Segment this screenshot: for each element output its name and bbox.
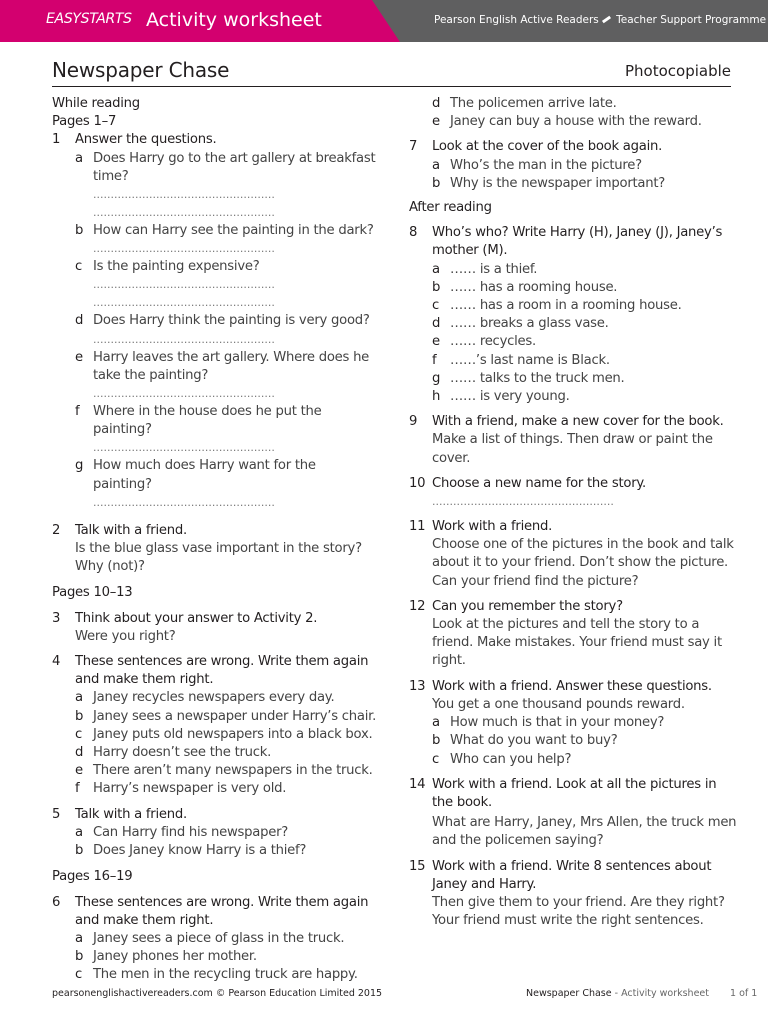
sub-letter: a xyxy=(75,824,83,840)
answer-line xyxy=(75,240,377,258)
sub-letter: b xyxy=(75,949,84,965)
sub-text: …… has a rooming house. xyxy=(450,279,618,295)
sub-letter: a xyxy=(75,930,83,946)
footer-doc-type: - Activity worksheet xyxy=(614,988,709,999)
sub-text: …… is very young. xyxy=(450,389,570,405)
series-name: Active Readers xyxy=(520,14,599,26)
sub-letter: c xyxy=(432,751,440,767)
sub-letter: d xyxy=(75,745,84,761)
sub-letter: a xyxy=(432,715,440,731)
question-text: Choose a new name for the story. xyxy=(432,475,646,491)
sub-question xyxy=(432,261,737,279)
sub-letter: e xyxy=(432,334,440,350)
question-14 xyxy=(409,776,737,851)
sub-text: Does Harry think the painting is very good? xyxy=(93,313,370,329)
dotted-line: .................................................... xyxy=(93,242,275,256)
question-number: 4 xyxy=(52,654,61,670)
sub-text: Janey phones her mother. xyxy=(93,949,257,965)
question-text: Work with a friend. Write 8 sentences about Janey and Harry. xyxy=(432,858,712,892)
sub-text: The men in the recycling truck are happy. xyxy=(93,967,358,983)
question-8 xyxy=(409,224,737,406)
sub-letter: b xyxy=(432,175,441,191)
sub-text: …… is a thief. xyxy=(450,261,538,277)
sub-text: How can Harry see the painting in the dark? xyxy=(93,223,374,239)
sub-question xyxy=(75,930,377,948)
dotted-line: .................................................... xyxy=(432,495,614,509)
brand-label: EASYSTARTS xyxy=(46,11,132,27)
answer-line xyxy=(75,385,377,403)
answer-line xyxy=(75,186,377,222)
sub-question xyxy=(432,95,737,113)
question-11 xyxy=(409,518,737,591)
sub-question xyxy=(432,297,737,315)
question-body: Look at the pictures and tell the story to a friend. Make mistakes. Your friend must say it right. xyxy=(432,617,722,669)
sub-letter: e xyxy=(75,349,83,365)
sub-text: Harry leaves the art gallery. Where does he take the painting? xyxy=(93,349,370,383)
sub-text: Is the painting expensive? xyxy=(93,259,260,275)
sub-question xyxy=(432,714,737,732)
sub-question xyxy=(75,842,377,860)
dotted-line: .................................................... xyxy=(93,296,275,310)
sub-letter: a xyxy=(432,261,440,277)
sub-text: Harry doesn’t see the truck. xyxy=(93,745,272,761)
sub-text: Who’s the man in the picture? xyxy=(450,157,642,173)
sub-question xyxy=(432,732,737,750)
sub-text: The policemen arrive late. xyxy=(450,96,617,111)
question-number: 10 xyxy=(409,475,426,491)
sub-question xyxy=(75,966,377,984)
sub-letter: f xyxy=(75,781,80,797)
sub-question xyxy=(75,708,377,726)
sub-text: …… talks to the truck men. xyxy=(450,370,625,386)
sheet-type: Activity worksheet xyxy=(146,9,322,31)
sub-text: Janey sees a piece of glass in the truck. xyxy=(93,930,345,946)
sub-question xyxy=(432,333,737,351)
question-number: 14 xyxy=(409,776,426,792)
question-text: Work with a friend. Look at all the pictures in the book. xyxy=(432,776,717,810)
question-15 xyxy=(409,858,737,931)
question-number: 8 xyxy=(409,225,418,241)
sub-question xyxy=(432,352,737,370)
sub-letter: a xyxy=(75,690,83,706)
sub-question xyxy=(75,222,377,240)
dotted-line: .................................................... xyxy=(93,278,275,292)
dotted-line: .................................................... xyxy=(93,206,275,220)
sub-question xyxy=(432,315,737,333)
question-number: 6 xyxy=(52,894,61,910)
sub-letter: b xyxy=(75,708,84,724)
sub-text: Janey puts old newspapers into a black box. xyxy=(93,726,373,742)
sub-letter: h xyxy=(432,389,441,405)
sub-question xyxy=(75,762,377,780)
sub-letter: c xyxy=(75,259,83,275)
question-number: 12 xyxy=(409,598,426,614)
sub-letter: g xyxy=(432,370,441,386)
sub-text: Does Harry go to the art gallery at breakfast time? xyxy=(93,150,376,184)
sub-letter: a xyxy=(432,157,440,173)
sub-letter: e xyxy=(432,114,440,130)
sub-text: …… has a room in a rooming house. xyxy=(450,298,682,314)
question-body: Make a list of things. Then draw or paint the cover. xyxy=(432,432,713,466)
question-text: Work with a friend. xyxy=(432,519,553,535)
answer-line xyxy=(75,276,377,312)
question-body: You get a one thousand pounds reward. xyxy=(432,696,685,712)
sub-text: Harry’s newspaper is very old. xyxy=(93,781,287,797)
footer-page-number: 1 of 1 xyxy=(730,988,758,999)
question-body: What are Harry, Janey, Mrs Allen, the truck men and the policemen saying? xyxy=(432,815,737,849)
header-bar xyxy=(0,0,768,42)
sub-letter: g xyxy=(75,458,84,474)
sub-question xyxy=(75,689,377,707)
sub-text: Why is the newspaper important? xyxy=(450,175,666,191)
question-text: These sentences are wrong. Write them again and make them right. xyxy=(75,894,369,928)
sub-letter: d xyxy=(432,96,441,111)
sub-letter: e xyxy=(75,763,83,779)
footer-copyright: © Pearson Education Limited 2015 xyxy=(215,988,383,999)
question-7 xyxy=(409,138,737,193)
sub-question xyxy=(75,349,377,385)
question-4 xyxy=(52,653,377,799)
sub-question xyxy=(432,279,737,297)
sub-question xyxy=(432,370,737,388)
programme-name: Teacher Support Programme xyxy=(616,14,767,26)
sub-letter: a xyxy=(75,150,83,166)
right-column xyxy=(409,95,737,930)
question-text: Answer the questions. xyxy=(75,132,217,148)
question-13 xyxy=(409,678,737,769)
sub-question xyxy=(432,388,737,406)
sub-text: What do you want to buy? xyxy=(450,733,618,749)
pages-heading: Pages 1–7 xyxy=(52,114,117,130)
question-number: 2 xyxy=(52,522,61,538)
footer-right xyxy=(526,988,757,999)
question-text: Talk with a friend. xyxy=(75,522,187,538)
sub-text: …… breaks a glass vase. xyxy=(450,316,609,332)
question-body: Is the blue glass vase important in the story? Why (not)? xyxy=(75,541,362,575)
answer-line xyxy=(75,494,377,512)
sub-question xyxy=(75,726,377,744)
sub-question xyxy=(75,403,377,439)
question-text: With a friend, make a new cover for the book. xyxy=(432,414,724,430)
question-6 xyxy=(52,894,377,985)
question-5 xyxy=(52,806,377,861)
sub-letter: b xyxy=(75,223,84,239)
publisher-line xyxy=(434,14,766,26)
footer-left xyxy=(52,988,382,999)
question-text: Look at the cover of the book again. xyxy=(432,139,663,155)
question-number: 1 xyxy=(52,132,61,148)
sub-letter: b xyxy=(432,733,441,749)
question-number: 9 xyxy=(409,414,418,430)
page-title: Newspaper Chase xyxy=(52,58,230,82)
question-number: 7 xyxy=(409,139,418,155)
pages-heading: Pages 10–13 xyxy=(52,585,133,601)
sub-question xyxy=(75,150,377,186)
sub-letter: d xyxy=(75,313,84,329)
question-text: These sentences are wrong. Write them again and make them right. xyxy=(75,654,369,688)
sub-text: Can Harry find his newspaper? xyxy=(93,824,288,840)
sub-question xyxy=(75,744,377,762)
section-heading: While reading xyxy=(52,96,140,111)
pages-heading: Pages 16–19 xyxy=(52,869,133,885)
sub-question xyxy=(432,751,737,769)
publisher-name: Pearson English xyxy=(434,14,517,26)
dotted-line: .................................................... xyxy=(93,495,275,509)
title-divider xyxy=(52,86,731,87)
question-text: Work with a friend. Answer these questions. xyxy=(432,678,712,694)
sub-text: Does Janey know Harry is a thief? xyxy=(93,843,307,859)
sub-question xyxy=(75,457,377,493)
sub-question xyxy=(75,780,377,798)
sub-letter: c xyxy=(432,298,440,314)
sub-text: Janey can buy a house with the reward. xyxy=(450,114,702,130)
answer-line xyxy=(75,331,377,349)
question-text: Talk with a friend. xyxy=(75,806,187,822)
sub-question xyxy=(432,175,737,193)
question-10 xyxy=(409,475,737,511)
question-number: 13 xyxy=(409,678,426,694)
sub-letter: d xyxy=(432,316,441,332)
sub-letter: b xyxy=(432,279,441,295)
sub-question xyxy=(432,157,737,175)
pen-icon xyxy=(602,16,610,23)
question-body: Then give them to your friend. Are they right? Your friend must write the right sentences. xyxy=(432,894,725,929)
question-body: Were you right? xyxy=(75,628,176,644)
sub-letter: f xyxy=(75,404,80,420)
sub-text: …… recycles. xyxy=(450,334,536,350)
footer-doc-title: Newspaper Chase xyxy=(526,988,612,999)
question-12 xyxy=(409,598,737,671)
question-body: Choose one of the pictures in the book and talk about it to your friend. Don’t show the picture. Can your friend find the picture? xyxy=(432,537,734,589)
question-2 xyxy=(52,522,377,577)
sub-text: ……’s last name is Black. xyxy=(450,352,610,368)
question-6-continued xyxy=(409,95,737,131)
sub-letter: f xyxy=(432,352,437,368)
question-text: Who’s who? Write Harry (H), Janey (J), Janey’s mother (M). xyxy=(432,225,723,259)
footer-website-link[interactable]: pearsonenglishactivereaders.com xyxy=(52,988,213,999)
sub-text: Janey sees a newspaper under Harry’s chair. xyxy=(93,708,377,724)
dotted-line: .................................................... xyxy=(93,332,275,346)
question-text: Can you remember the story? xyxy=(432,598,623,614)
sub-question xyxy=(75,824,377,842)
sub-text: How much does Harry want for the painting? xyxy=(93,458,316,492)
question-3 xyxy=(52,610,377,646)
question-number: 15 xyxy=(409,858,426,874)
dotted-line: .................................................... xyxy=(93,188,275,202)
left-column xyxy=(52,95,377,985)
sub-text: There aren’t many newspapers in the truck. xyxy=(93,763,373,779)
question-number: 5 xyxy=(52,806,61,822)
sub-text: Where in the house does he put the painting? xyxy=(93,404,322,438)
answer-line xyxy=(75,439,377,457)
dotted-line: .................................................... xyxy=(93,441,275,455)
question-1 xyxy=(52,131,377,511)
sub-text: How much is that in your money? xyxy=(450,715,665,731)
dotted-line: .................................................... xyxy=(93,387,275,401)
sub-question xyxy=(432,113,737,131)
sub-question xyxy=(75,258,377,276)
question-number: 11 xyxy=(409,519,426,535)
sub-letter: c xyxy=(75,967,83,983)
section-heading: After reading xyxy=(409,200,492,216)
sub-letter: c xyxy=(75,726,83,742)
question-text: Think about your answer to Activity 2. xyxy=(75,610,318,626)
sub-question xyxy=(75,312,377,330)
question-9 xyxy=(409,413,737,468)
photocopiable-label: Photocopiable xyxy=(624,62,731,80)
question-number: 3 xyxy=(52,610,61,626)
sub-text: Who can you help? xyxy=(450,751,572,767)
sub-letter: b xyxy=(75,843,84,859)
sub-text: Janey recycles newspapers every day. xyxy=(93,690,335,706)
sub-question xyxy=(75,948,377,966)
